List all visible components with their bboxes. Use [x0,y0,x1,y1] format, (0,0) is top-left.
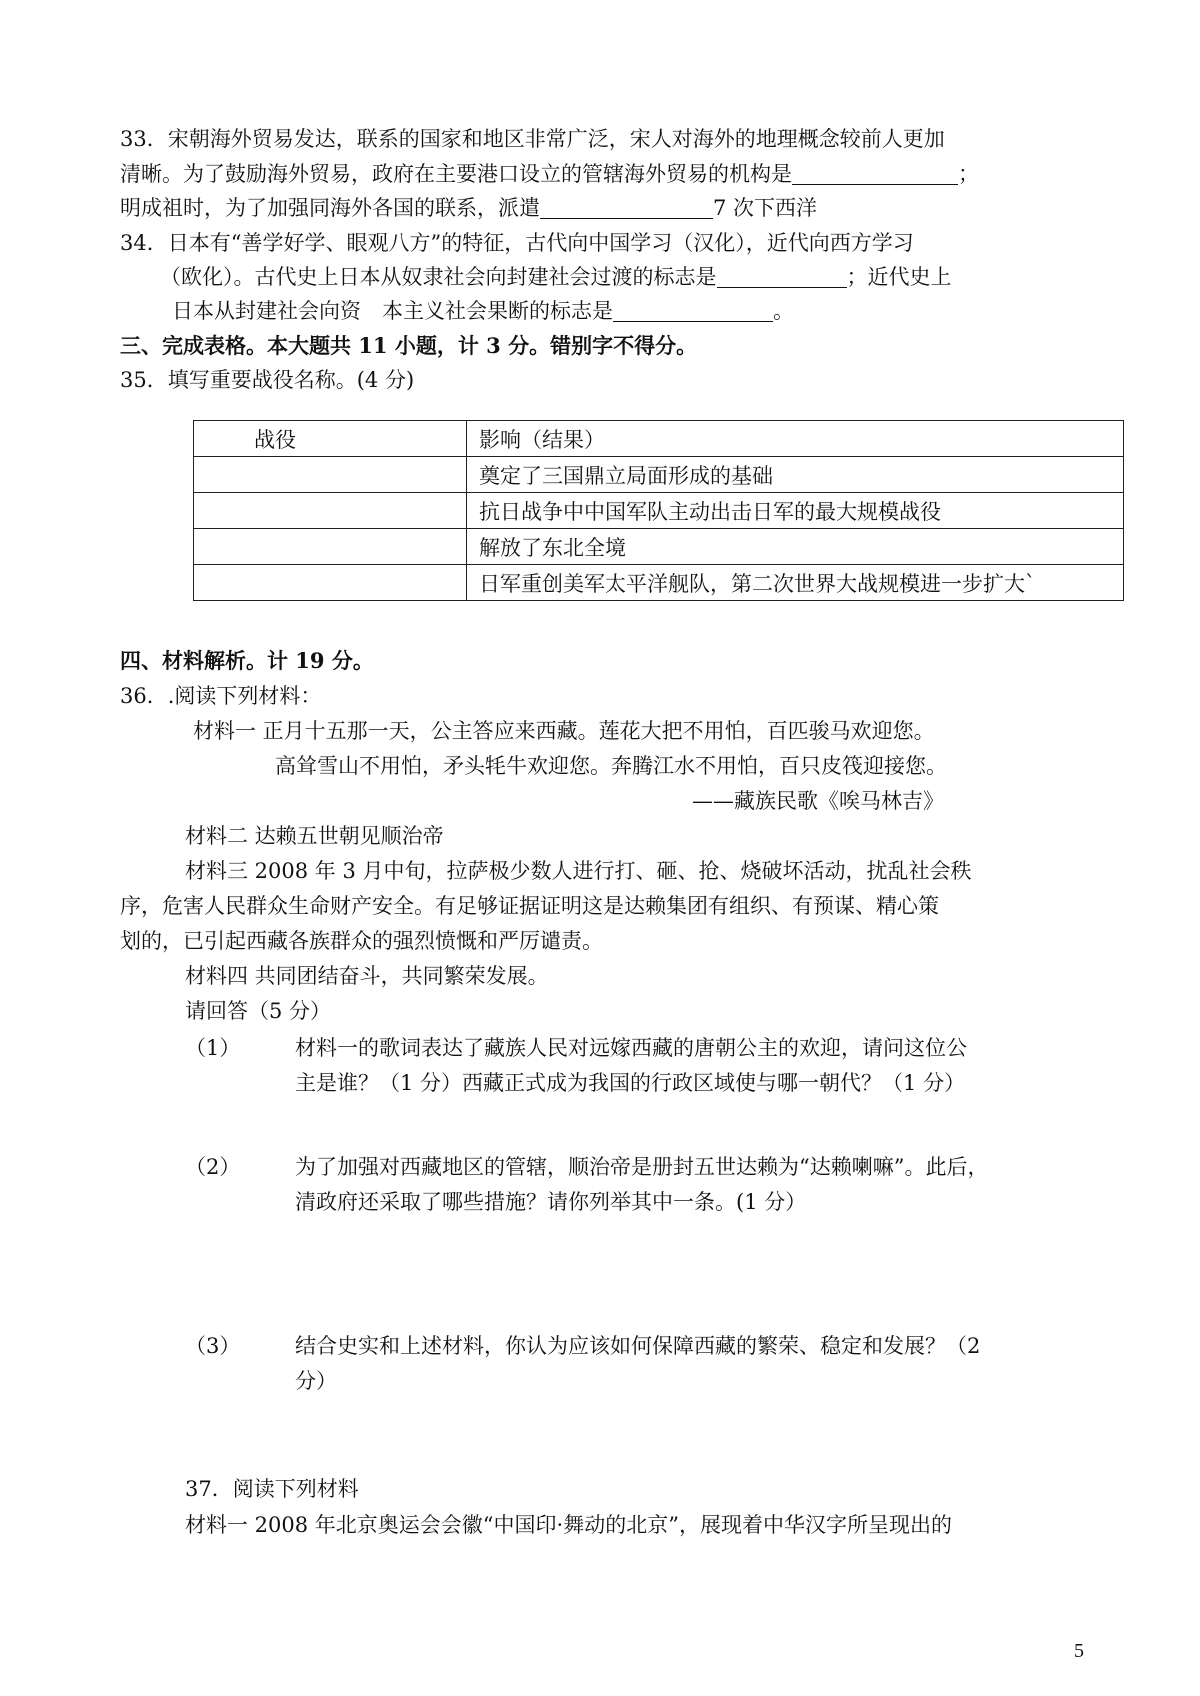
answer-blank[interactable] [792,162,958,185]
q36-sub-2-line-1: 为了加强对西藏地区的管辖，顺治帝是册封五世达赖为“达赖喇嘛”。此后， [295,1155,989,1179]
q33-line-2-text: 清晰。为了鼓励海外贸易，政府在主要港口设立的管辖海外贸易的机构是 [120,162,792,186]
battle-answer-cell[interactable] [194,529,467,565]
header-effect: 影响（结果） [467,421,1124,457]
q33-line-2 [120,159,979,189]
effect-cell: 抗日战争中中国军队主动出击日军的最大规模战役 [467,493,1124,529]
answer-blank[interactable] [717,265,847,288]
q34-line-1: 34．日本有“善学好学、眼观八方”的特征，古代向中国学习（汉化），近代向西方学习 [120,231,914,255]
q34-line-3-text: 日本从封建社会向资 本主义社会果断的标志是 [172,299,613,323]
q36-sub-3-line-2: 分） [295,1369,337,1393]
battle-answer-cell[interactable] [194,565,467,601]
q36-sub-3-number: （3） [185,1334,241,1358]
table-row [194,565,1124,601]
effect-cell: 解放了东北全境 [467,529,1124,565]
table-header-row [194,421,1124,457]
header-battle: 战役 [194,421,467,457]
q33-line-3-end: 7 次下西洋 [713,196,818,220]
q33-line-3 [120,193,817,223]
q36-sub-3-line-1: 结合史实和上述材料，你认为应该如何保障西藏的繁荣、稳定和发展？（2 [295,1334,981,1358]
table-row [194,457,1124,493]
q34-line-2-text: （欧化）。古代史上日本从奴隶社会向封建社会过渡的标志是 [160,265,717,289]
q36-material-3-line-3: 划的，已引起西藏各族群众的强烈愤慨和严厉谴责。 [120,929,603,953]
q34-line-3 [172,296,794,326]
battle-answer-cell[interactable] [194,493,467,529]
q36-ask: 请回答（5 分） [185,999,332,1023]
q33-line-2-end: ； [958,162,979,186]
q36-sub-1-number: （1） [185,1036,241,1060]
table-row [194,493,1124,529]
battle-answer-cell[interactable] [194,457,467,493]
q36-sub-1-line-1: 材料一的歌词表达了藏族人民对远嫁西藏的唐朝公主的欢迎，请问这位公 [295,1036,967,1060]
q33-line-1: 33．宋朝海外贸易发达，联系的国家和地区非常广泛，宋人对海外的地理概念较前人更加 [120,127,945,151]
answer-blank[interactable] [540,196,713,219]
q36-material-1-line-1: 材料一 正月十五那一天，公主答应来西藏。莲花大把不用怕，百匹骏马欢迎您。 [193,719,935,743]
q33-line-3-text: 明成祖时，为了加强同海外各国的联系，派遣 [120,196,540,220]
section-3-heading: 三、完成表格。本大题共 11 小题，计 3 分。错别字不得分。 [120,333,698,358]
q36-sub-2-number: （2） [185,1155,241,1179]
effect-cell: 奠定了三国鼎立局面形成的基础 [467,457,1124,493]
section-4-heading: 四、材料解析。计 19 分。 [120,648,374,673]
q37-material-1-line-1: 材料一 2008 年北京奥运会会徽“中国印·舞动的北京”，展现着中华汉字所呈现出的 [185,1513,952,1537]
q37-intro: 37．阅读下列材料 [185,1477,359,1501]
q36-material-1-line-2: 高耸雪山不用怕，矛头牦牛欢迎您。奔腾江水不用怕，百只皮筏迎接您。 [275,754,947,778]
q34-line-3-end: 。 [773,299,794,323]
battles-table [193,420,1124,601]
q36-sub-1-line-2: 主是谁？（1 分）西藏正式成为我国的行政区域使与哪一朝代？（1 分） [295,1071,966,1095]
q34-line-2 [160,262,952,292]
page-number: 5 [1074,1640,1084,1662]
q36-material-4: 材料四 共同团结奋斗，共同繁荣发展。 [185,964,549,988]
q36-intro: 36．.阅读下列材料： [120,684,322,708]
q36-sub-2-line-2: 清政府还采取了哪些措施？请你列举其中一条。(1 分） [295,1190,807,1214]
q35-prompt: 35．填写重要战役名称。(4 分) [120,368,415,392]
q36-material-3-line-2: 序，危害人民群众生命财产安全。有足够证据证明这是达赖集团有组织、有预谋、精心策 [120,894,939,918]
q36-material-2: 材料二 达赖五世朝见顺治帝 [185,824,444,848]
q34-line-2-end: ；近代史上 [846,265,952,289]
q36-material-1-source: ——藏族民歌《唉马林吉》 [692,789,944,813]
q36-material-3-line-1: 材料三 2008 年 3 月中旬，拉萨极少数人进行打、砸、抢、烧破坏活动，扰乱社会秩 [185,859,972,883]
answer-blank[interactable] [613,299,773,322]
table-row [194,529,1124,565]
effect-cell: 日军重创美军太平洋舰队，第二次世界大战规模进一步扩大` [467,565,1124,601]
